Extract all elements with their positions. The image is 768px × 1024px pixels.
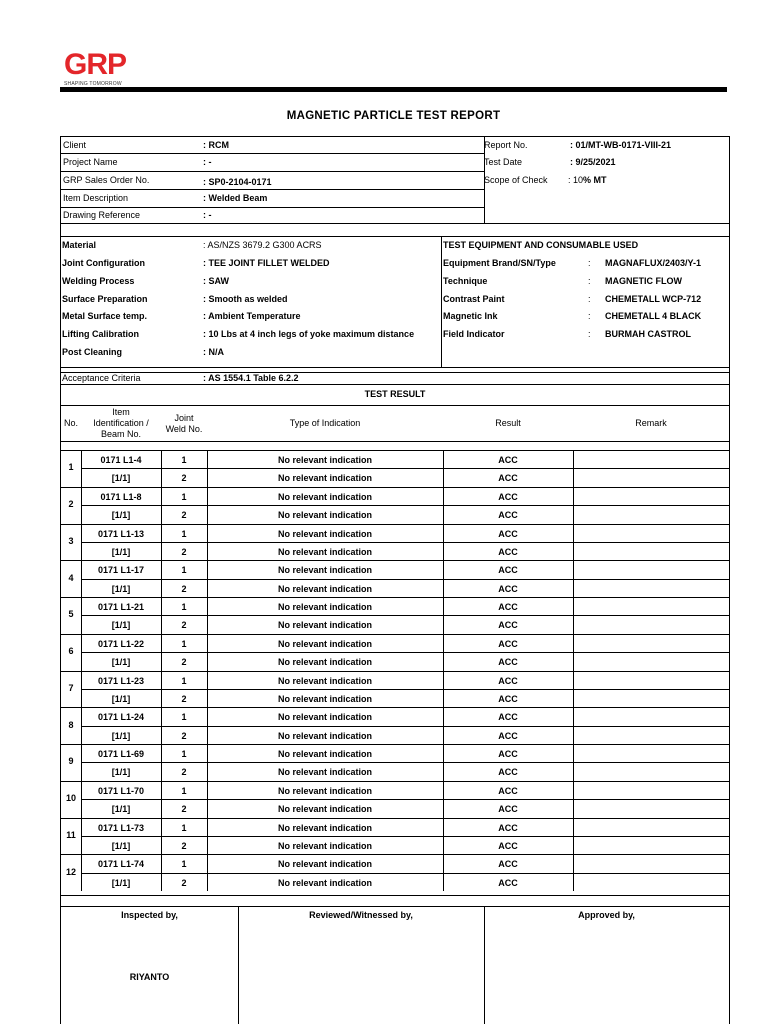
row-number: 10 <box>65 793 76 804</box>
row-item-id: 0171 L1-21 <box>97 602 145 612</box>
row-result: ACC <box>498 638 518 649</box>
report-no-value: : 01/MT-WB-0171-VIII-21 <box>570 140 672 150</box>
spacer-line <box>61 236 729 237</box>
heading-line <box>61 405 729 406</box>
row-weld-no: 2 <box>181 510 187 521</box>
row-item-id: 0171 L1-70 <box>97 785 145 796</box>
reviewed-by-label: Reviewed/Witnessed by, <box>309 910 413 920</box>
row-number: 2 <box>68 499 74 510</box>
row-item-id: 0171 L1-17 <box>97 565 145 576</box>
client-value: : RCM <box>203 140 229 150</box>
test-result-section <box>60 367 730 907</box>
info-row-line <box>61 171 484 172</box>
row-result: ACC <box>498 528 518 539</box>
company-logo <box>64 50 144 86</box>
row-weld-no: 1 <box>181 638 187 649</box>
row-result: ACC <box>498 510 518 521</box>
row-weld-no: 2 <box>181 767 187 778</box>
project-name-value: : - <box>203 157 212 167</box>
row-sub-line <box>81 468 729 469</box>
row-weld-no: 2 <box>181 657 187 668</box>
surface-temp-value: : Ambient Temperature <box>203 311 301 321</box>
row-result: ACC <box>498 749 518 759</box>
row-item-id: 0171 L1-73 <box>97 822 145 833</box>
row-col-line <box>573 524 574 561</box>
item-description-label: Item Description <box>63 193 129 203</box>
field-indicator-sep: : <box>588 329 591 339</box>
page-title: MAGNETIC PARTICLE TEST REPORT <box>286 110 501 122</box>
row-item-id: 0171 L1-24 <box>97 712 145 723</box>
row-col-line <box>573 707 574 744</box>
row-item-id: 0171 L1-23 <box>97 675 145 686</box>
surface-temp-label: Metal Surface temp. <box>62 311 148 321</box>
row-indication: No relevant indication <box>277 822 373 833</box>
row-item-id: 0171 L1-4 <box>100 455 142 465</box>
row-indication: No relevant indication <box>277 675 373 686</box>
info-row-line <box>61 153 484 154</box>
row-number: 6 <box>68 646 74 657</box>
row-indication: No relevant indication <box>277 455 373 465</box>
joint-config-value: : TEE JOINT FILLET WELDED <box>203 258 330 268</box>
row-weld-no: 1 <box>181 785 187 796</box>
row-sub-line <box>81 836 729 837</box>
row-weld-no: 1 <box>181 675 187 686</box>
row-indication: No relevant indication <box>277 620 373 631</box>
col-joint-line1: Joint <box>174 413 194 423</box>
row-weld-no: 2 <box>181 693 187 704</box>
scope-value-unit: % MT <box>583 175 607 185</box>
row-indication: No relevant indication <box>277 473 373 484</box>
welding-process-value: : SAW <box>203 276 229 286</box>
row-col-line <box>573 671 574 708</box>
signature-divider <box>238 907 239 1024</box>
header-bottom-line <box>61 441 729 442</box>
row-item-sub: [1/1] <box>111 473 131 484</box>
magnetic-ink-sep: : <box>588 311 591 321</box>
row-col-line <box>573 487 574 524</box>
row-col-line <box>573 854 574 891</box>
lifting-calibration-label: Lifting Calibration <box>62 329 139 339</box>
magnetic-ink-label: Magnetic Ink <box>443 311 498 321</box>
row-result: ACC <box>498 859 518 870</box>
row-result: ACC <box>498 657 518 668</box>
row-sub-line <box>81 726 729 727</box>
approved-by-label: Approved by, <box>578 910 635 920</box>
row-sub-line <box>81 505 729 506</box>
row-result: ACC <box>498 546 518 557</box>
post-cleaning-label: Post Cleaning <box>62 347 123 357</box>
row-result: ACC <box>498 822 518 833</box>
row-result: ACC <box>498 473 518 484</box>
col-no: No. <box>63 418 78 428</box>
row-result: ACC <box>498 620 518 631</box>
row-indication: No relevant indication <box>277 730 373 741</box>
col-item-line3: Beam No. <box>100 429 142 439</box>
scope-value <box>568 175 607 186</box>
row-number: 8 <box>68 719 74 730</box>
row-indication: No relevant indication <box>277 693 373 704</box>
info-row-line <box>61 207 484 208</box>
surface-prep-value: : Smooth as welded <box>203 294 288 304</box>
technique-label: Technique <box>443 276 488 286</box>
row-sub-line <box>81 762 729 763</box>
inspector-name: RIYANTO <box>129 972 170 982</box>
row-indication: No relevant indication <box>277 638 373 649</box>
material-divider <box>441 236 442 368</box>
test-date-label: Test Date <box>484 157 523 167</box>
row-result: ACC <box>498 693 518 704</box>
row-indication: No relevant indication <box>277 712 373 723</box>
row-weld-no: 1 <box>181 602 187 612</box>
row-weld-no: 2 <box>181 877 187 888</box>
row-weld-no: 2 <box>181 804 187 815</box>
row-number: 7 <box>68 682 74 693</box>
row-number: 1 <box>68 462 74 473</box>
row-col-line <box>573 818 574 855</box>
row-item-sub: [1/1] <box>111 693 131 704</box>
row-result: ACC <box>498 712 518 723</box>
row-result: ACC <box>498 583 518 594</box>
row-weld-no: 2 <box>181 840 187 851</box>
row-result: ACC <box>498 767 518 778</box>
joint-config-label: Joint Configuration <box>62 258 145 268</box>
row-indication: No relevant indication <box>277 657 373 668</box>
row-number: 9 <box>68 756 74 767</box>
row-item-sub: [1/1] <box>111 804 131 815</box>
signature-section <box>60 906 730 1024</box>
row-item-sub: [1/1] <box>111 510 131 521</box>
row-indication: No relevant indication <box>277 583 373 594</box>
equipment-brand-value: MAGNAFLUX/2403/Y-1 <box>605 258 702 268</box>
row-weld-no: 1 <box>181 455 187 465</box>
row-result: ACC <box>498 877 518 888</box>
row-weld-no: 1 <box>181 528 187 539</box>
row-item-id: 0171 L1-8 <box>100 491 142 502</box>
header-rule <box>60 87 727 92</box>
row-sub-line <box>81 615 729 616</box>
row-weld-no: 1 <box>181 565 187 576</box>
drawing-reference-value: : - <box>203 210 212 220</box>
row-number: 4 <box>68 572 74 583</box>
inspected-by-label: Inspected by, <box>121 910 178 920</box>
col-type: Type of Indication <box>289 418 361 428</box>
row-col-line <box>573 634 574 671</box>
row-item-sub: [1/1] <box>111 730 131 741</box>
row-item-sub: [1/1] <box>111 877 131 888</box>
row-col-line <box>573 560 574 597</box>
row-sub-line <box>81 689 729 690</box>
row-indication: No relevant indication <box>277 565 373 576</box>
row-item-sub: [1/1] <box>111 657 131 668</box>
row-indication: No relevant indication <box>277 528 373 539</box>
col-item-line1: Item <box>112 407 130 417</box>
equipment-heading: TEST EQUIPMENT AND CONSUMABLE USED <box>443 240 639 250</box>
acceptance-label: Acceptance Criteria <box>62 373 141 383</box>
row-result: ACC <box>498 840 518 851</box>
sales-order-value: : SP0-2104-0171 <box>203 177 272 187</box>
row-sub-line <box>81 579 729 580</box>
row-number: 12 <box>65 866 76 877</box>
technique-value: MAGNETIC FLOW <box>605 276 682 286</box>
welding-process-label: Welding Process <box>62 276 135 286</box>
equipment-brand-sep: : <box>588 258 591 268</box>
col-remark: Remark <box>635 418 667 428</box>
logo-tagline: SHAPING TOMORROW <box>64 81 122 87</box>
contrast-paint-value: CHEMETALL WCP-712 <box>605 294 702 304</box>
row-item-sub: [1/1] <box>111 546 131 557</box>
row-weld-no: 2 <box>181 583 187 594</box>
row-item-id: 0171 L1-69 <box>97 749 145 759</box>
contrast-paint-sep: : <box>588 294 591 304</box>
row-item-id: 0171 L1-74 <box>97 859 145 870</box>
lifting-calibration-value: : 10 Lbs at 4 inch legs of yoke maximum distance <box>203 329 415 339</box>
row-item-id: 0171 L1-22 <box>97 638 145 649</box>
row-indication: No relevant indication <box>277 877 373 888</box>
row-weld-no: 2 <box>181 620 187 631</box>
test-result-heading: TEST RESULT <box>364 389 426 399</box>
row-col-line <box>573 450 574 487</box>
row-indication: No relevant indication <box>277 859 373 870</box>
material-label: Material <box>62 240 97 250</box>
row-weld-no: 2 <box>181 473 187 484</box>
row-weld-no: 2 <box>181 730 187 741</box>
field-indicator-value: BURMAH CASTROL <box>605 329 691 339</box>
report-no-label: Report No. <box>484 140 528 150</box>
post-cleaning-value: : N/A <box>203 347 224 357</box>
scope-value-prefix: : 10 <box>568 175 584 185</box>
row-weld-no: 1 <box>181 712 187 723</box>
col-joint-line2: Weld No. <box>165 424 203 434</box>
equipment-brand-label: Equipment Brand/SN/Type <box>443 258 556 268</box>
acceptance-value: : AS 1554.1 Table 6.2.2 <box>203 373 299 383</box>
technique-sep: : <box>588 276 591 286</box>
row-sub-line <box>81 542 729 543</box>
row-result: ACC <box>498 785 518 796</box>
col-result: Result <box>495 418 521 428</box>
row-weld-no: 1 <box>181 491 187 502</box>
row-number: 11 <box>66 829 76 840</box>
row-indication: No relevant indication <box>277 840 373 851</box>
info-row-line <box>61 189 484 190</box>
row-result: ACC <box>498 804 518 815</box>
row-indication: No relevant indication <box>277 804 373 815</box>
row-weld-no: 1 <box>181 822 187 833</box>
general-info-section <box>60 136 730 224</box>
field-indicator-label: Field Indicator <box>443 329 505 339</box>
row-result: ACC <box>498 602 518 612</box>
row-indication: No relevant indication <box>277 785 373 796</box>
row-sub-line <box>81 652 729 653</box>
material-value: : AS/NZS 3679.2 G300 ACRS <box>203 240 322 250</box>
col-item-line2: Identification / <box>93 418 149 428</box>
row-result: ACC <box>498 675 518 686</box>
row-item-sub: [1/1] <box>111 620 131 631</box>
row-weld-no: 1 <box>181 859 187 870</box>
row-indication: No relevant indication <box>277 602 373 612</box>
row-item-id: 0171 L1-13 <box>97 528 145 539</box>
row-result: ACC <box>498 730 518 741</box>
row-indication: No relevant indication <box>277 767 373 778</box>
magnetic-ink-value: CHEMETALL 4 BLACK <box>605 311 702 321</box>
row-item-sub: [1/1] <box>111 767 131 778</box>
row-sub-line <box>81 873 729 874</box>
row-result: ACC <box>498 455 518 465</box>
row-col-line <box>573 597 574 634</box>
table-bottom-line <box>61 895 729 896</box>
row-result: ACC <box>498 491 518 502</box>
project-name-label: Project Name <box>63 157 118 167</box>
client-label: Client <box>63 140 87 150</box>
contrast-paint-label: Contrast Paint <box>443 294 505 304</box>
spacer-line <box>61 372 729 373</box>
signature-divider <box>484 907 485 1024</box>
row-sub-line <box>81 799 729 800</box>
row-number: 3 <box>68 535 74 546</box>
row-col-line <box>573 744 574 781</box>
row-indication: No relevant indication <box>277 491 373 502</box>
surface-prep-label: Surface Preparation <box>62 294 148 304</box>
scope-label: Scope of Check <box>484 175 548 185</box>
row-item-sub: [1/1] <box>111 840 131 851</box>
drawing-reference-label: Drawing Reference <box>63 210 141 220</box>
row-col-line <box>573 781 574 818</box>
row-weld-no: 1 <box>181 749 187 759</box>
row-item-sub: [1/1] <box>111 583 131 594</box>
logo-wordmark: GRP <box>64 48 127 81</box>
row-result: ACC <box>498 565 518 576</box>
row-number: 5 <box>68 609 74 620</box>
acceptance-line <box>61 384 729 385</box>
row-indication: No relevant indication <box>277 749 373 759</box>
material-equipment-section <box>60 223 730 368</box>
item-description-value: : Welded Beam <box>203 193 268 203</box>
sales-order-label: GRP Sales Order No. <box>63 175 150 185</box>
test-date-value: : 9/25/2021 <box>570 157 616 167</box>
row-indication: No relevant indication <box>277 546 373 557</box>
row-indication: No relevant indication <box>277 510 373 521</box>
row-weld-no: 2 <box>181 546 187 557</box>
